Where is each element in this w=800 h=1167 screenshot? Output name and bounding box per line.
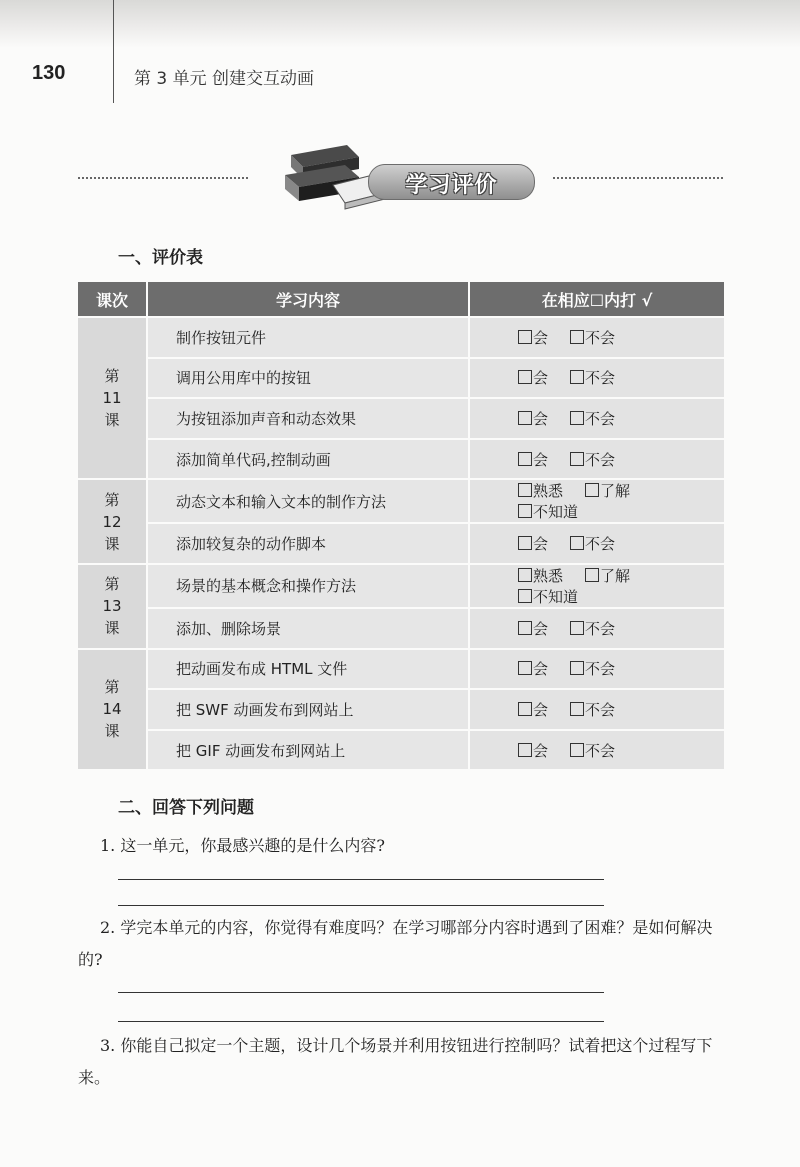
banner-title: 学习评价 <box>405 173 498 198</box>
rating-option[interactable] <box>570 699 615 720</box>
rating-option[interactable] <box>518 618 548 639</box>
checkbox-icon[interactable] <box>570 370 584 384</box>
rating-option[interactable] <box>518 501 578 522</box>
rating-option[interactable] <box>570 327 615 348</box>
checkbox-icon[interactable] <box>518 483 532 497</box>
rating-options <box>469 523 724 564</box>
answer-line[interactable] <box>118 1021 604 1022</box>
table-row <box>78 564 724 608</box>
lesson-label: 第 14 课 <box>78 649 147 770</box>
rating-options <box>469 479 724 523</box>
rating-option[interactable] <box>518 658 548 679</box>
rating-options <box>469 564 724 608</box>
rating-option[interactable] <box>518 565 563 586</box>
table-row <box>78 439 724 480</box>
section1-title: 一、评价表 <box>118 248 203 268</box>
rating-option[interactable] <box>518 408 548 429</box>
rating-option-label: 不知道 <box>533 503 579 522</box>
rating-option-label: 不会 <box>585 535 616 554</box>
checkbox-icon[interactable] <box>518 568 532 582</box>
rating-option-label: 熟悉 <box>533 482 564 501</box>
rating-option-label: 不会 <box>585 660 616 679</box>
learning-content: 调用公用库中的按钮 <box>147 358 469 399</box>
checkbox-icon[interactable] <box>518 743 532 757</box>
checkbox-icon[interactable] <box>585 483 599 497</box>
lesson-label: 第 12 课 <box>78 479 147 564</box>
question-1: 1. 这一单元，你最感兴趣的是什么内容? <box>100 836 385 855</box>
rating-option-label: 会 <box>533 535 549 554</box>
table-row <box>78 358 724 399</box>
rating-option-label: 不知道 <box>533 587 579 606</box>
column-header: 在相应☐内打 √ <box>469 282 724 317</box>
checkbox-icon[interactable] <box>570 452 584 466</box>
checkbox-icon[interactable] <box>570 743 584 757</box>
table-row <box>78 689 724 730</box>
table-row <box>78 398 724 439</box>
rating-option-label: 了解 <box>600 482 631 501</box>
rating-option-label: 不会 <box>585 328 616 347</box>
section-banner <box>368 164 535 200</box>
table-row <box>78 608 724 649</box>
checkbox-icon[interactable] <box>570 411 584 425</box>
rating-option-label: 不会 <box>585 409 616 428</box>
rating-option[interactable] <box>585 480 630 501</box>
table-row <box>78 649 724 690</box>
rating-options <box>469 608 724 649</box>
learning-content: 制作按钮元件 <box>147 317 469 358</box>
rating-options <box>469 689 724 730</box>
header-divider <box>113 0 114 103</box>
rating-option[interactable] <box>570 533 615 554</box>
rating-option[interactable] <box>570 740 615 761</box>
checkbox-icon[interactable] <box>518 411 532 425</box>
rating-option[interactable] <box>570 408 615 429</box>
page-number: 130 <box>32 62 66 84</box>
rating-option-label: 会 <box>533 700 549 719</box>
rating-options <box>469 317 724 358</box>
rating-option-label: 不会 <box>585 741 616 760</box>
question-3: 3. 你能自己拟定一个主题，设计几个场景并利用按钮进行控制吗？试着把这个过程写下来。 <box>78 1036 713 1087</box>
learning-content: 添加、删除场景 <box>147 608 469 649</box>
checkbox-icon[interactable] <box>518 330 532 344</box>
rating-option-label: 不会 <box>585 619 616 638</box>
rating-option[interactable] <box>570 618 615 639</box>
chapter-title: 第 3 单元 创建交互动画 <box>134 69 315 89</box>
evaluation-table <box>78 282 724 769</box>
rating-option-label: 会 <box>533 741 549 760</box>
checkbox-icon[interactable] <box>570 536 584 550</box>
rating-option[interactable] <box>570 658 615 679</box>
rating-options <box>469 649 724 690</box>
rating-option-label: 会 <box>533 619 549 638</box>
checkbox-icon[interactable] <box>570 330 584 344</box>
learning-content: 把动画发布成 HTML 文件 <box>147 649 469 690</box>
rating-options <box>469 439 724 480</box>
learning-content: 把 SWF 动画发布到网站上 <box>147 689 469 730</box>
dotted-rule-left <box>78 177 248 179</box>
rating-option[interactable] <box>570 367 615 388</box>
lesson-label: 第 13 课 <box>78 564 147 649</box>
rating-option[interactable] <box>518 586 578 607</box>
checkbox-icon[interactable] <box>518 536 532 550</box>
table-row <box>78 479 724 523</box>
checkbox-icon[interactable] <box>518 452 532 466</box>
rating-option[interactable] <box>518 533 548 554</box>
checkbox-icon[interactable] <box>518 504 532 518</box>
rating-option[interactable] <box>518 480 563 501</box>
rating-option-label: 会 <box>533 660 549 679</box>
table-row <box>78 317 724 358</box>
rating-option-label: 会 <box>533 409 549 428</box>
table-row <box>78 523 724 564</box>
rating-option-label: 不会 <box>585 369 616 388</box>
rating-option[interactable] <box>570 449 615 470</box>
table-row <box>78 730 724 770</box>
learning-content: 添加较复杂的动作脚本 <box>147 523 469 564</box>
checkbox-icon[interactable] <box>518 589 532 603</box>
question-2: 2. 学完本单元的内容，你觉得有难度吗？在学习哪部分内容时遇到了困难？是如何解决的? <box>78 918 713 969</box>
checkbox-icon[interactable] <box>570 661 584 675</box>
learning-content: 场景的基本概念和操作方法 <box>147 564 469 608</box>
checkbox-icon[interactable] <box>585 568 599 582</box>
rating-option[interactable] <box>518 367 548 388</box>
rating-option-label: 会 <box>533 328 549 347</box>
answer-line[interactable] <box>118 992 604 993</box>
rating-options <box>469 398 724 439</box>
checkbox-icon[interactable] <box>518 370 532 384</box>
answer-line[interactable] <box>118 905 604 906</box>
dotted-rule-right <box>553 177 723 179</box>
section2-title: 二、回答下列问题 <box>118 798 254 818</box>
learning-content: 动态文本和输入文本的制作方法 <box>147 479 469 523</box>
rating-option[interactable] <box>518 699 548 720</box>
rating-option[interactable] <box>585 565 630 586</box>
table-header-row <box>78 282 724 317</box>
rating-option-label: 会 <box>533 450 549 469</box>
rating-option-label: 不会 <box>585 450 616 469</box>
answer-line[interactable] <box>118 879 604 880</box>
rating-option-label: 熟悉 <box>533 566 564 585</box>
lesson-label: 第 11 课 <box>78 317 147 479</box>
rating-option[interactable] <box>518 327 548 348</box>
learning-content: 添加简单代码,控制动画 <box>147 439 469 480</box>
column-header: 学习内容 <box>147 282 469 317</box>
checkbox-icon[interactable] <box>570 621 584 635</box>
rating-option-label: 了解 <box>600 566 631 585</box>
rating-options <box>469 730 724 770</box>
checkbox-icon[interactable] <box>518 702 532 716</box>
checkbox-icon[interactable] <box>518 621 532 635</box>
rating-option-label: 会 <box>533 369 549 388</box>
page-header-shading <box>0 0 800 48</box>
rating-option[interactable] <box>518 449 548 470</box>
learning-content: 为按钮添加声音和动态效果 <box>147 398 469 439</box>
rating-option[interactable] <box>518 740 548 761</box>
learning-content: 把 GIF 动画发布到网站上 <box>147 730 469 770</box>
checkbox-icon[interactable] <box>518 661 532 675</box>
rating-options <box>469 358 724 399</box>
rating-option-label: 不会 <box>585 700 616 719</box>
column-header: 课次 <box>78 282 147 317</box>
checkbox-icon[interactable] <box>570 702 584 716</box>
